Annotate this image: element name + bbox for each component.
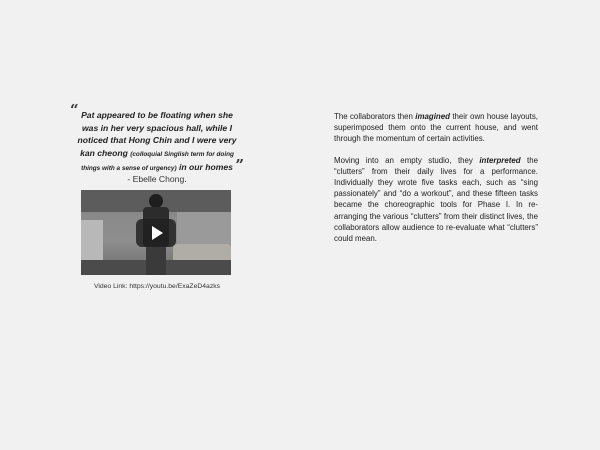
p1-emphasis: imagined xyxy=(415,112,450,121)
quote-note: (colloquial Singlish term for doing things with a sense of urgency) xyxy=(81,150,234,173)
body-text xyxy=(334,111,538,254)
quote-attribution: - Ebelle Chong. xyxy=(127,174,187,184)
p2-text-b: the “clutters” from their daily lives for a performance. Individually they wrote five tasks each, such as “sing passionately” and “do a workout”, and these fifteen tasks became the choreographic tools for Phase I. In re-arranging the various “clutters” from their distinct lives, the collaborators allow audience to re-evaluate what “clutters” could mean. xyxy=(334,155,538,244)
video-scene-person-head xyxy=(149,194,163,208)
quote-text-end: in our homes xyxy=(176,162,233,173)
video-scene-window xyxy=(81,220,103,260)
play-icon[interactable] xyxy=(136,219,176,247)
quote-text: Pat appeared to be floating when she was in her very spacious hall, while I noticed that Hong Chin and I were very kan cheong xyxy=(77,110,237,158)
p1-text-a: The collaborators then xyxy=(334,112,416,121)
pull-quote xyxy=(70,101,244,176)
video-link[interactable]: Video Link: https://youtu.be/ExaZeD4azks xyxy=(93,283,221,290)
video-thumbnail[interactable] xyxy=(81,190,231,275)
paragraph-2 xyxy=(334,155,538,245)
video-scene-person-legs xyxy=(146,246,166,275)
p2-text-a: Moving into an empty studio, they xyxy=(334,155,480,165)
p2-emphasis: interpreted xyxy=(479,155,521,165)
close-quote-mark: ” xyxy=(235,156,244,174)
open-quote-mark: “ xyxy=(70,101,79,119)
p1-text-b: their own house layouts, superimposed them onto the current house, and went through the momentum of certain activities. xyxy=(334,112,538,144)
paragraph-1 xyxy=(334,111,538,145)
